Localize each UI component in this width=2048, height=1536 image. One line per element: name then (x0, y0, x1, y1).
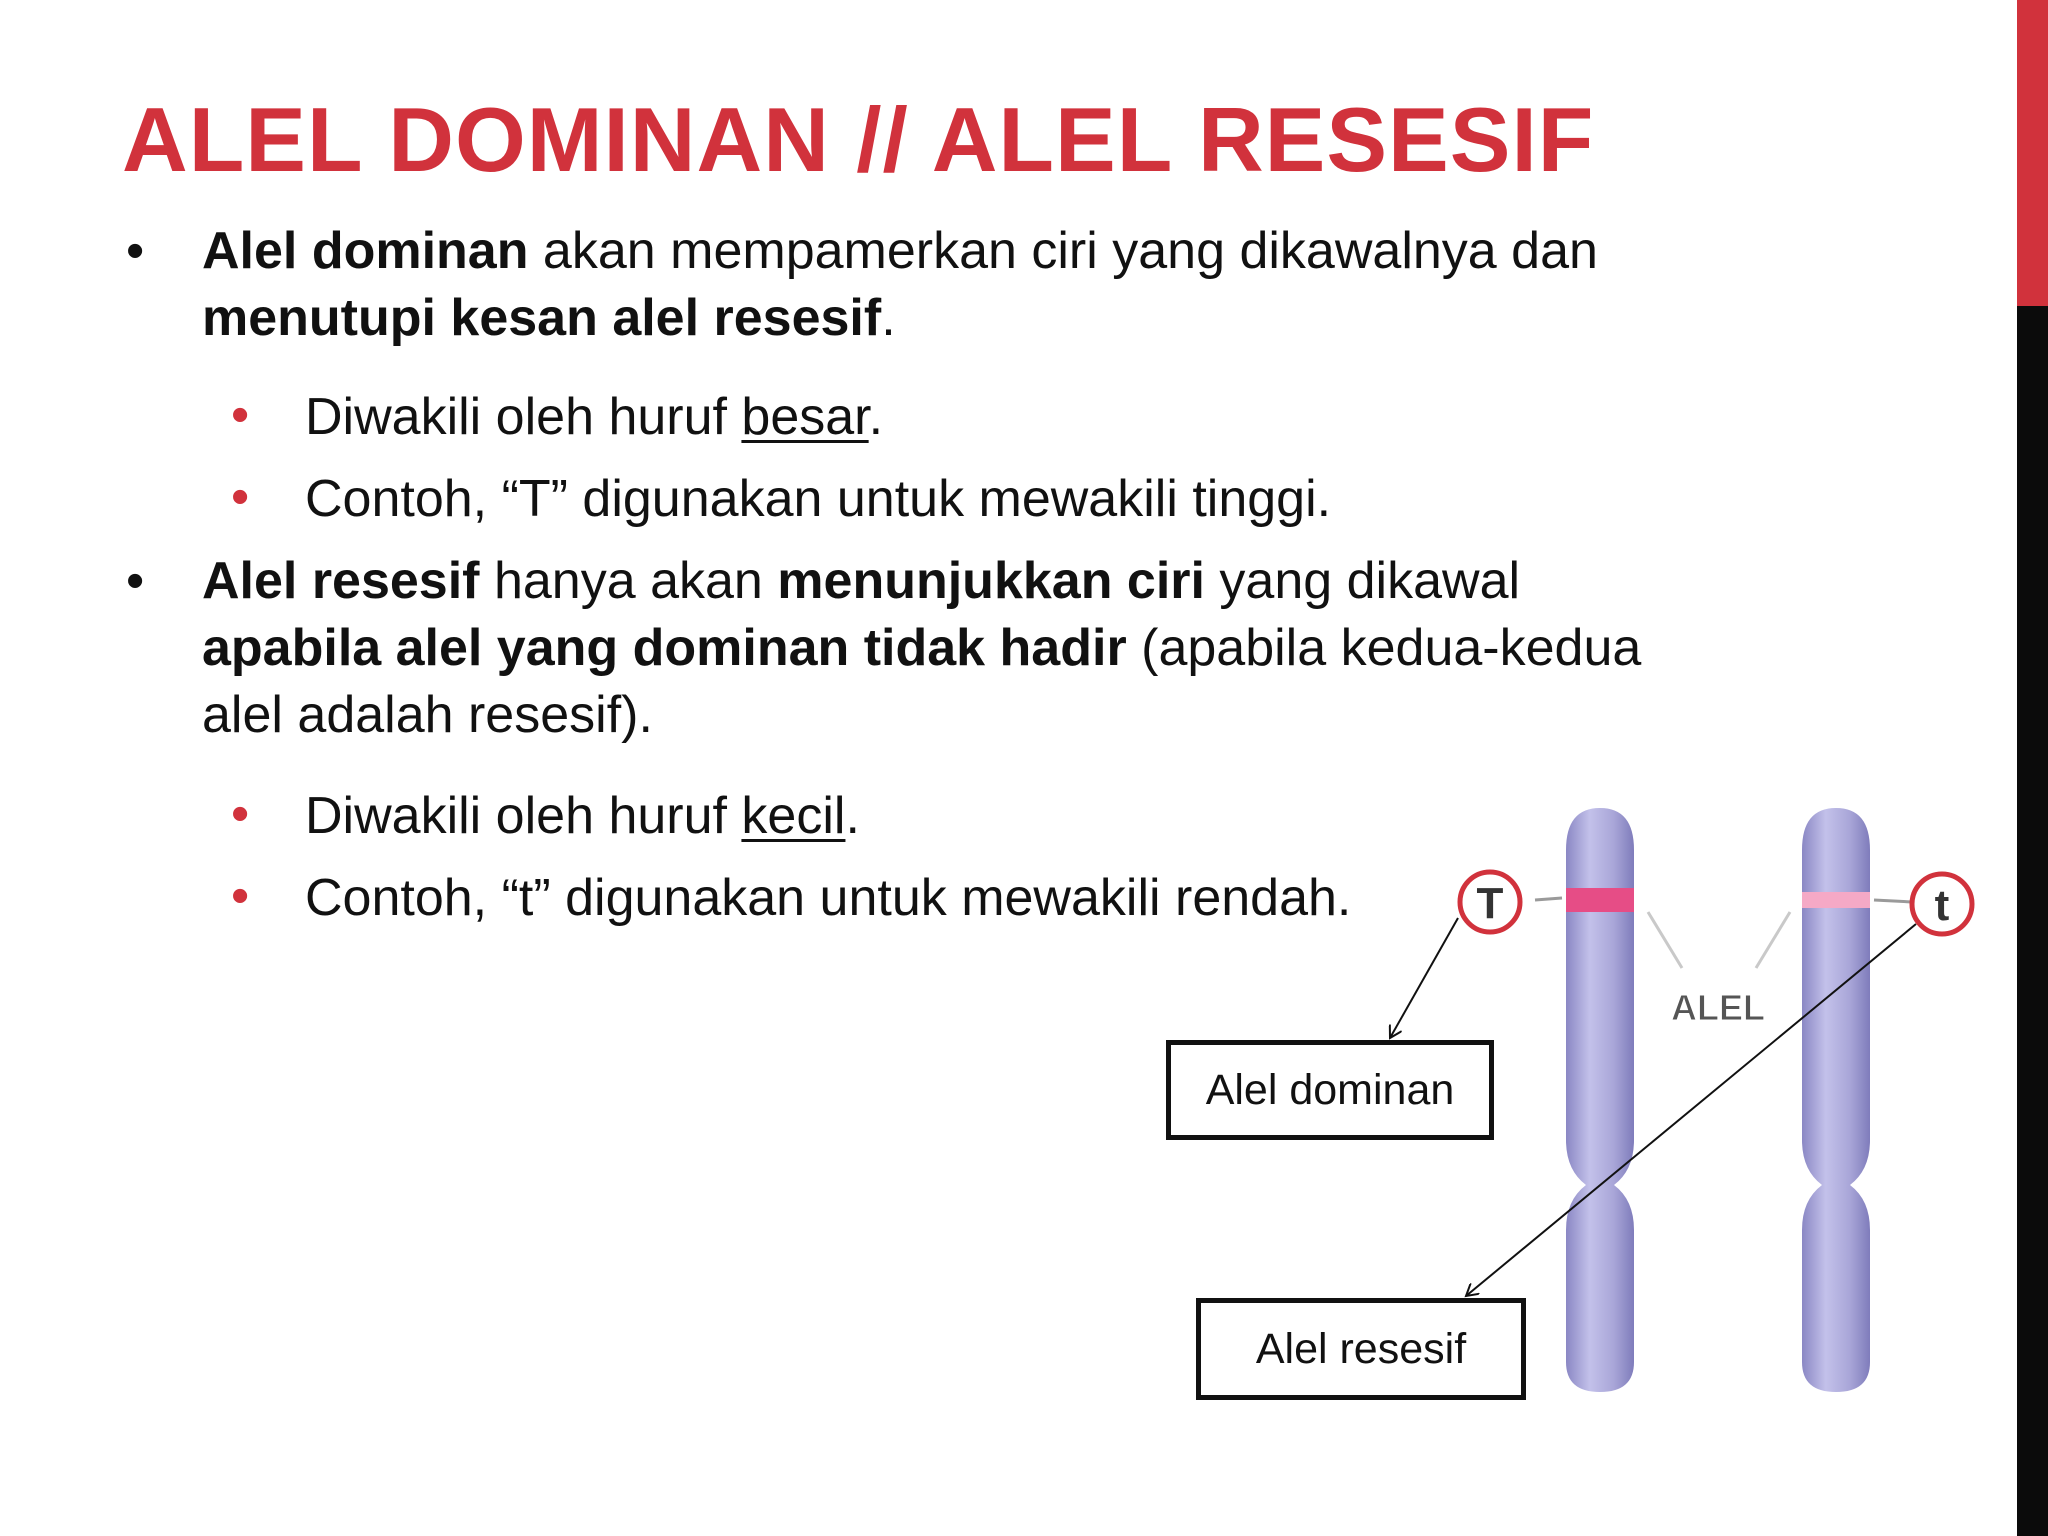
bullet-dominant-end: . (881, 289, 896, 347)
alel-pointer-left (1648, 912, 1682, 968)
sub-bullet-lowercase-suffix: . (845, 787, 860, 845)
sub-bullet-dot: • (231, 468, 250, 526)
sub-bullet-uppercase-prefix: Diwakili oleh huruf (305, 388, 742, 446)
recessive-letter: t (1934, 881, 1950, 930)
dominant-band (1566, 888, 1634, 912)
bullet-recessive-emphasis: menunjukkan ciri (777, 552, 1205, 610)
bullet-recessive-condition: apabila alel yang dominan tidak hadir (202, 619, 1127, 677)
bullet-dot: • (126, 222, 145, 280)
bullet-recessive-text-2: yang dikawal (1204, 552, 1521, 610)
dominant-letter: T (1476, 879, 1504, 928)
sub-bullet-example-short-text: Contoh, “t” digunakan untuk mewakili rendah. (305, 869, 1352, 927)
slide-title: ALEL DOMINAN // ALEL RESESIF (122, 90, 1595, 191)
sub-bullet-uppercase-keyword: besar (741, 388, 869, 446)
sub-bullet-uppercase-suffix: . (868, 388, 884, 446)
sub-bullet-lowercase-keyword: kecil (741, 787, 846, 845)
sub-bullet-dot: • (231, 386, 250, 444)
bullet-recessive-text: hanya akan (479, 552, 778, 610)
sub-bullet-example-tall-text: Contoh, “T” digunakan untuk mewakili tinggi. (305, 470, 1332, 528)
dominant-arrow (1390, 918, 1458, 1038)
sub-bullet-dot: • (231, 867, 250, 925)
bullet-dominant-emphasis: menutupi kesan alel resesif (202, 289, 882, 347)
alel-label: ALEL (1671, 987, 1765, 1028)
bullet-dot: • (126, 552, 145, 610)
bullet-dominant-term: Alel dominan (202, 222, 529, 280)
bullet-dominant-text: akan mempamerkan ciri yang dikawalnya dan (528, 222, 1598, 280)
sub-bullet-lowercase-prefix: Diwakili oleh huruf (305, 787, 742, 845)
bullet-recessive-text-3: (apabila kedua-kedua (1126, 619, 1642, 677)
recessive-letter-pointer (1874, 900, 1912, 902)
dominant-label-box: Alel dominan (1166, 1040, 1494, 1140)
recessive-label-box: Alel resesif (1196, 1298, 1526, 1400)
bullet-recessive-term: Alel resesif (202, 552, 480, 610)
alel-pointer-right (1756, 912, 1790, 968)
bullet-recessive-text-4: alel adalah resesif). (202, 686, 653, 744)
dominant-letter-pointer (1535, 898, 1562, 900)
recessive-band (1802, 892, 1870, 908)
sub-bullet-dot: • (231, 785, 250, 843)
